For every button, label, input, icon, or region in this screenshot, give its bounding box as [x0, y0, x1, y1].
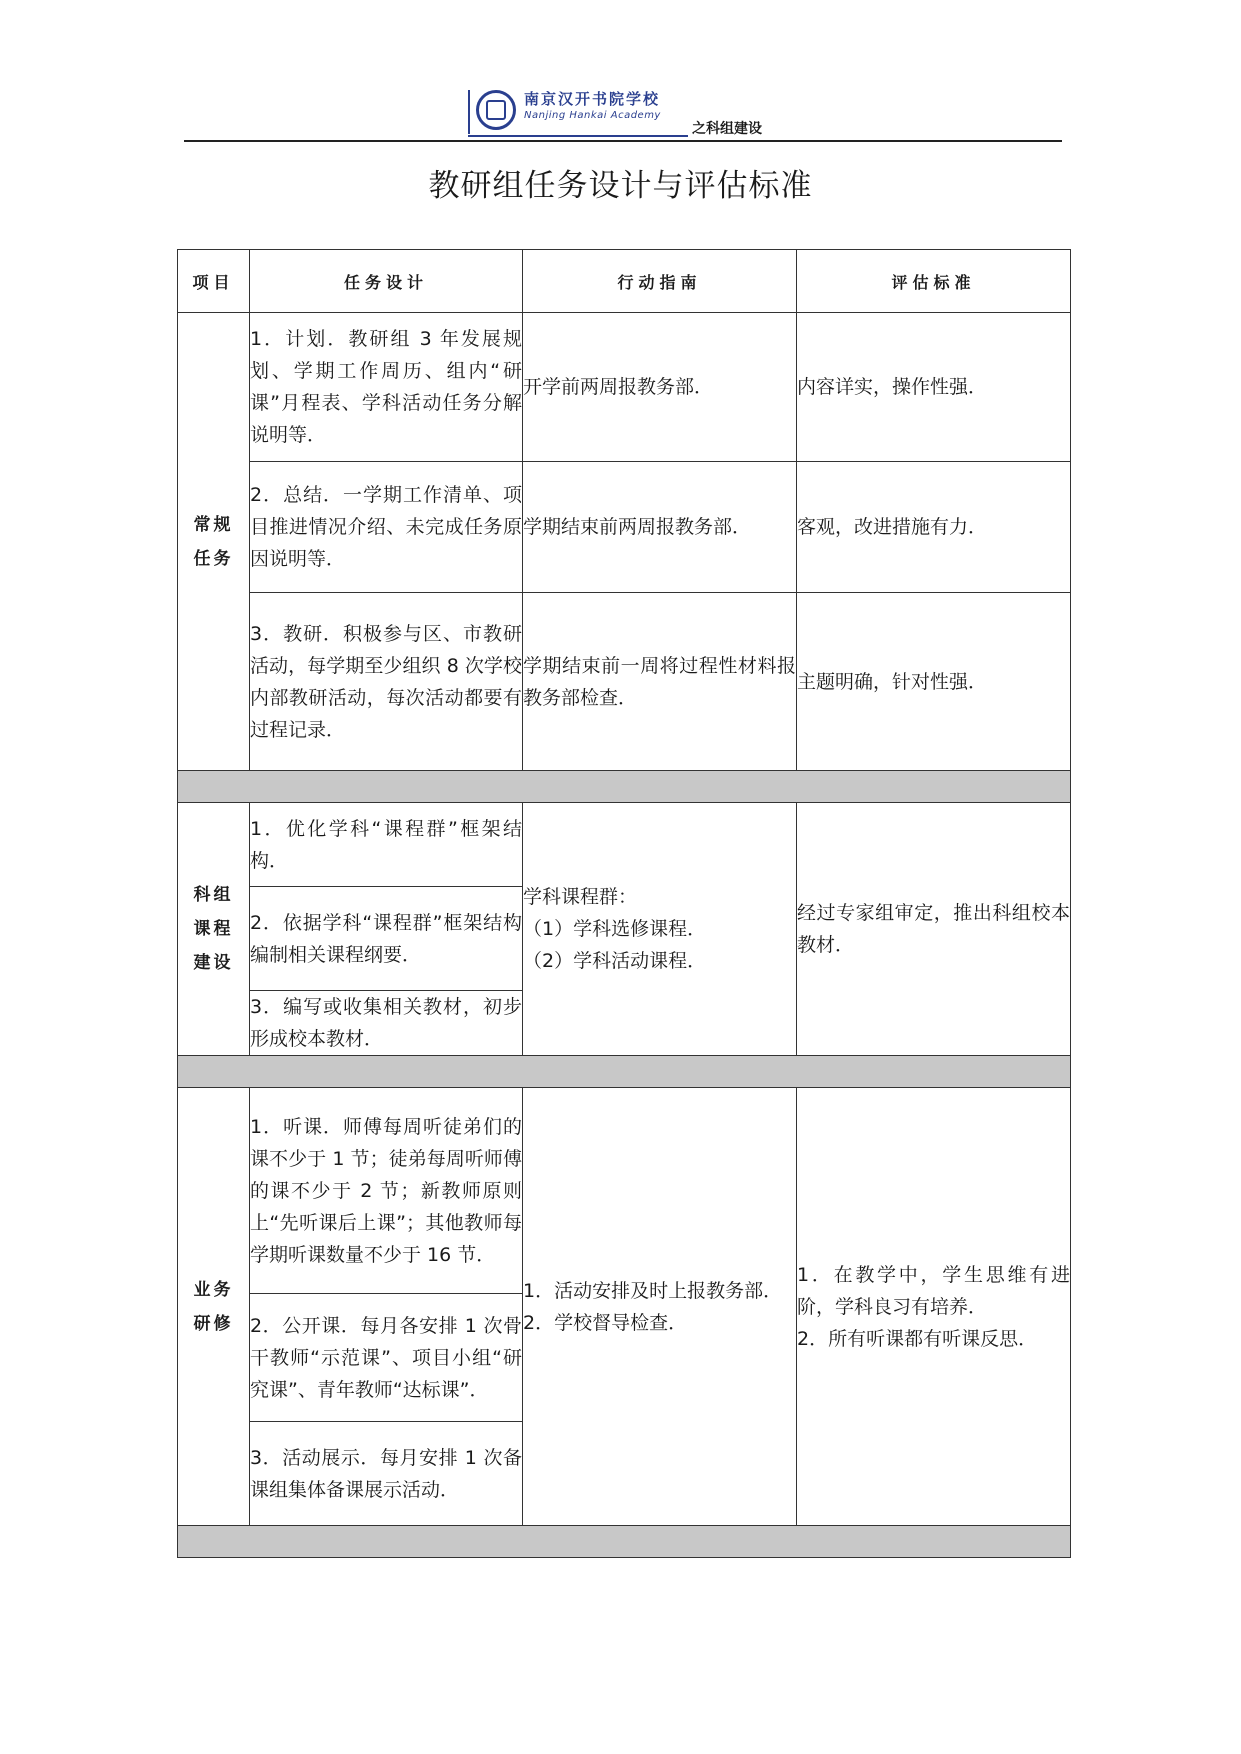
- header-action-guide: 行动指南: [523, 250, 797, 313]
- header-evaluation: 评估标准: [797, 250, 1071, 313]
- task-cell: 1．计划．教研组 3 年发展规划、学期工作周历、组内“研课”月程表、学科活动任务分解说明等．: [250, 313, 523, 462]
- logo-underline: [468, 135, 688, 137]
- section-separator: [178, 1056, 1071, 1088]
- guide-cell: 1．活动安排及时上报教务部． 2．学校督导检查．: [523, 1088, 797, 1526]
- table-row: [178, 462, 1071, 593]
- table-row: [178, 1088, 1071, 1294]
- task-cell: 2．总结．一学期工作清单、项目推进情况介绍、未完成任务原因说明等．: [250, 462, 523, 593]
- guide-cell: 学期结束前两周报教务部．: [523, 462, 797, 593]
- category-routine-tasks: 常规 任务: [178, 313, 250, 771]
- table-header-row: [178, 250, 1071, 313]
- guide-cell: 学科课程群： （1）学科选修课程． （2）学科活动课程．: [523, 803, 797, 1056]
- school-logo: [468, 86, 678, 134]
- standard-cell: 经过专家组审定，推出科组校本教材．: [797, 803, 1071, 1056]
- standard-cell: 客观，改进措施有力．: [797, 462, 1071, 593]
- category-professional-training: 业务 研修: [178, 1088, 250, 1526]
- table-row: [178, 803, 1071, 887]
- task-cell: 1．优化学科“课程群”框架结构．: [250, 803, 523, 887]
- header-project: 项目: [178, 250, 250, 313]
- category-course-building: 科组 课程 建设: [178, 803, 250, 1056]
- task-table: [177, 249, 1071, 1558]
- standard-cell: 内容详实，操作性强．: [797, 313, 1071, 462]
- header-task-design: 任务设计: [250, 250, 523, 313]
- header-suffix: 之科组建设: [692, 121, 762, 137]
- document-title: 教研组任务设计与评估标准: [428, 168, 813, 204]
- table-row: [178, 593, 1071, 771]
- header-rule: [184, 140, 1062, 142]
- school-name-cn: 南京汉开书院学校: [524, 90, 661, 108]
- task-cell: 1．听课．师傅每周听徒弟们的课不少于 1 节；徒弟每周听师傅的课不少于 2 节；新教师原则上“先听课后上课”；其他教师每学期听课数量不少于 16 节．: [250, 1088, 523, 1294]
- task-cell: 2．公开课．每月各安排 1 次骨干教师“示范课”、项目小组“研究课”、青年教师“达标课”．: [250, 1294, 523, 1422]
- section-separator: [178, 1526, 1071, 1558]
- school-name-en: Nanjing Hankai Academy: [524, 110, 661, 121]
- table-row: [178, 313, 1071, 462]
- guide-cell: 开学前两周报教务部．: [523, 313, 797, 462]
- standard-cell: 1．在教学中，学生思维有进阶，学科良习有培养． 2．所有听课都有听课反思．: [797, 1088, 1071, 1526]
- page-header: [0, 0, 1241, 150]
- section-separator: [178, 771, 1071, 803]
- task-cell: 3．编写或收集相关教材，初步形成校本教材．: [250, 991, 523, 1056]
- school-seal-icon: [476, 90, 516, 130]
- standard-cell: 主题明确，针对性强．: [797, 593, 1071, 771]
- guide-cell: 学期结束前一周将过程性材料报教务部检查．: [523, 593, 797, 771]
- task-cell: 3．教研．积极参与区、市教研活动，每学期至少组织 8 次学校内部教研活动，每次活动都要有过程记录．: [250, 593, 523, 771]
- task-cell: 2．依据学科“课程群”框架结构编制相关课程纲要．: [250, 887, 523, 991]
- task-cell: 3．活动展示．每月安排 1 次备课组集体备课展示活动．: [250, 1422, 523, 1526]
